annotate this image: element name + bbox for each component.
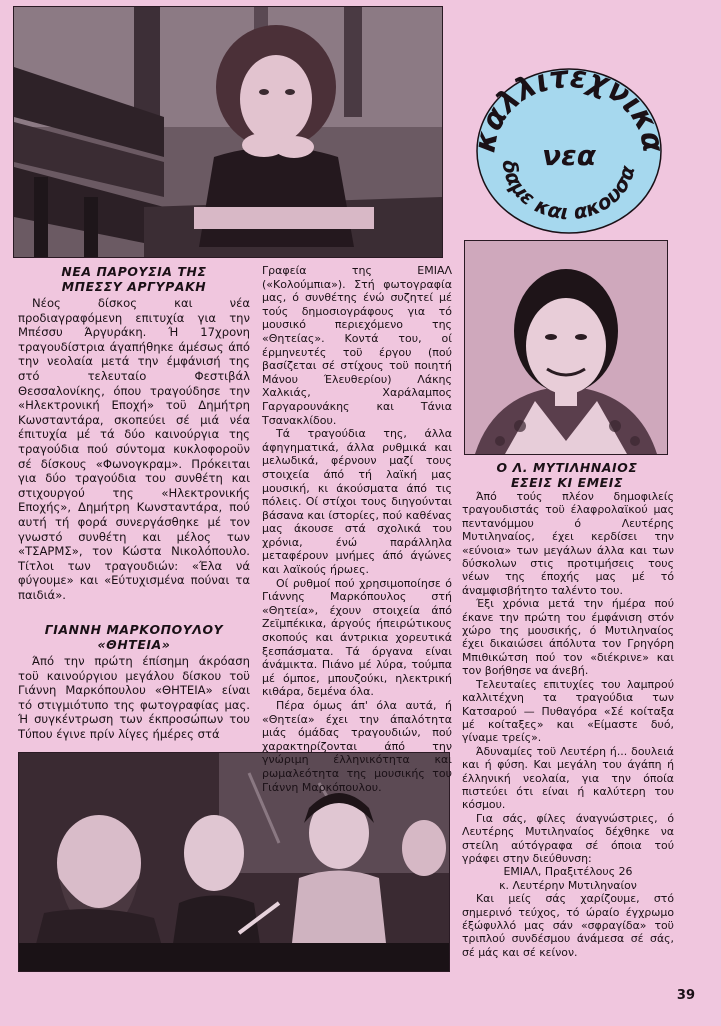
article2-paragraph: Γραφεία της ΕΜΙΑΛ («Κολούμπια»). Στή φωτογραφία μας, ό συνθέτης ένώ συζητεί μέ τούς δημοσιογράφους για τό μουσικό περιεχόμενο της «Θητείας». Κοντά του, οί έρμηνευτές τοϋ έργου (πού βασίζεται σέ στίχους τοϋ ποιητή Μάνου Έλευθερίου) Λάκης Χαλκιάς, Χαράλαμπος Γαργαρουνάκης και Τάνια Τσανακλίδου. [262, 264, 452, 427]
article1-heading-line2: ΜΠΕΣΣΥ ΑΡΓΥΡΑΚΗ [61, 279, 207, 294]
article2-heading [18, 622, 250, 652]
article3-paragraph: Και μείς σάς χαρίζουμε, στό σημερινό τεύχος, τό ώραίο έγχρωμο έξώφυλλό μας σάν «σφραγίδα» τοϋ τριπλού συνδέσμου άνάμεσα σέ σάς, σέ μάς και σέ κείνον. [462, 892, 674, 959]
photo-bessy-argyraki [13, 6, 443, 258]
article3-paragraph: Για σάς, φίλες άναγνώστριες, ό Λευτέρης Μυτιληναίος δέχθηκε να στείλη αύτόγραφα σέ όποια τού γράφει στην διεύθυνση: [462, 811, 674, 865]
page-number: 39 [676, 988, 695, 1003]
article1-heading-line1: ΝΕΑ ΠΑΡΟΥΣΙΑ ΤΗΣ [61, 264, 207, 279]
article2-paragraph: Τά τραγούδια της, άλλα άφηγηματικά, άλλα ρυθμικά και μελωδικά, φέρνουν μαζί τους στοιχεία άπό τή λαϊκή μας μουσική, κι άκούσματα άπό τις πόλεις. Οί στίχοι τους διηγούνται βάσανα και ίστορίες, πού καθένας μας άκουσε στά σχολικά του χρόνια, ένώ παράλληλα μεταφέρουν μνήμες άπό άγώνες και λαϊκούς ήρωες. [262, 427, 452, 577]
article1-heading [18, 264, 250, 294]
article3-paragraph: Άδυναμίες τοϋ Λευτέρη ή... δουλειά και ή φύση. Και μεγάλη του άγάπη ή έλληνική νεολαία, για την όποία πιστεύει ότι είναι ή καλύτερη του κόσμου. [462, 744, 674, 812]
badge-title: αλλιτεχνικ [474, 65, 665, 137]
article3-heading [462, 460, 672, 490]
article2-heading-line2: «ΘΗΤΕΙΑ» [97, 637, 171, 652]
article2-body-col2 [262, 264, 452, 794]
article2-paragraph: Οί ρυθμοί πού χρησιμοποίησε ό Γιάννης Μαρκόπουλος στή «Θητεία», έχουν στοιχεία άπό Ζεϊμπέκικα, άργούς ήπειρώτικους σκοπούς και άντρικια χορευτικά ξεσπάσματα. Τά όργανα είναι άνάμικτα. Πιάνο μέ λύρα, τούμπα μέ όμποε, μπουζούκι, ηλεκτρική κιθάρα, δεμένα όλα. [262, 576, 452, 699]
article3-heading-line1: Ο Λ. ΜΥΤΙΛΗΝΑΙΟΣ [496, 460, 638, 475]
article3-paragraph: Τελευταίες επιτυχίες του λαμπρού καλλιτέχνη τα τραγούδια των Κατσαρού — Πυθαγόρα «Σέ κοίταξα μέ κοίταξες» και «Είμαστε δυό, γίναμε τρείς». [462, 677, 674, 745]
article3-heading-line2: ΕΣΕΙΣ ΚΙ ΕΜΕΙΣ [510, 475, 624, 490]
photo-mytilinaios [464, 240, 668, 455]
article3-body [462, 490, 674, 959]
article3-address-line: κ. Λευτέρην Μυτιληναίον [499, 878, 637, 892]
article2-paragraph: Άπό την πρώτη έπίσημη άκρόαση τοϋ καινούργιου μεγάλου δίσκου τοϋ Γιάννη Μαρκόπουλου «ΘΗΤΕΙΑ» είναι τό στιγμιότυπο της φωτογραφίας μας. Ή συγκέντρωση των έκπροσώπων του Τύπου έγινε πρίν λίγες ήμέρες στά [18, 654, 250, 741]
article1-paragraph: Νέος δίσκος και νέα προδιαγραφόμενη επιτυχία για την Μπέσσυ Άργυράκη. Ή 17χρονη τραγουδίστρια άγαπήθηκε άμέσως άπό την νεολαία μετά την έμφάνισή της στό τελευταίο Φεστιβάλ Θεσσαλονίκης, όπου τραγούδησε την «Ηλεκτρονική Εποχή» τοϋ Δημήτρη Κωνσταντάρα, σκοπεύει σέ μιά νέα έπιτυχία μέ τά δύο καινούργια της τραγούδια πού σύντομα κυκλοφοροϋν σέ δίσκους «Φωνογκραμ». Πρόκειται για δύο τραγούδια του συνθέτη και στιχουργού της «Ηλεκτρονικής Εποχής», Δημήτρη Κωνσταντάρα, πού αυτή τή φορά συνεργάσθηκε μέ τον γνωστό συνθέτη και μέλος των «ΤΣΑΡΜΣ», τον Κώστα Νικολόπουλο. Τίτλοι των τραγουδιών: «Έλα νά φύγουμε» και «Εύτυχισμένα πούναι τα παιδιά». [18, 296, 250, 602]
article3-paragraph: Άπό τούς πλέον δημοφιλείς τραγουδιστάς τοϋ έλαφρολαϊκού μας πεντανόμμου ό Λευτέρης Μυτιληναίος, έχει κερδίσει την «εύνοια» των μεγάλων άλλα και των δύσκολων στις προτιμήσεις τους νέων της έποχής μας μέ τό άναμφισβήτητο ταλέντο του. [462, 490, 674, 597]
badge-subtitle: νεα [542, 139, 596, 172]
article2-heading-line1: ΓΙΑΝΝΗ ΜΑΡΚΟΠΟΥΛΟΥ [44, 622, 224, 637]
article3-address-line: ΕΜΙΑΛ, Πραξιτέλους 26 [503, 865, 633, 879]
article2-body-col1 [18, 654, 250, 742]
badge-tagline: δαμε και ακουσα [497, 158, 640, 225]
article2-paragraph: Πέρα όμως άπ' όλα αυτά, ή «Θητεία» έχει την άπαλότητα μιάς όμάδας τραγουδιών, πού χαρακτηρίζονται άπό την γνώριμη έλληνικότητα και ρωμαλεότητα της μουσικής του Γιάννη Μαρκόπουλου. [262, 699, 452, 794]
section-badge [473, 65, 665, 235]
article1-body [18, 296, 250, 602]
article3-paragraph: Έξι χρόνια μετά την ήμέρα πού έκανε την πρώτη του έμφάνιση στόν χώρο της μουσικής, ό Μυτιληναίος έχει δικαιώσει άπόλυτα τον Γρηγόρη Μπιθικώτση πού τον «διέκρινε» και τον βοήθησε να άνεβή. [462, 597, 674, 678]
